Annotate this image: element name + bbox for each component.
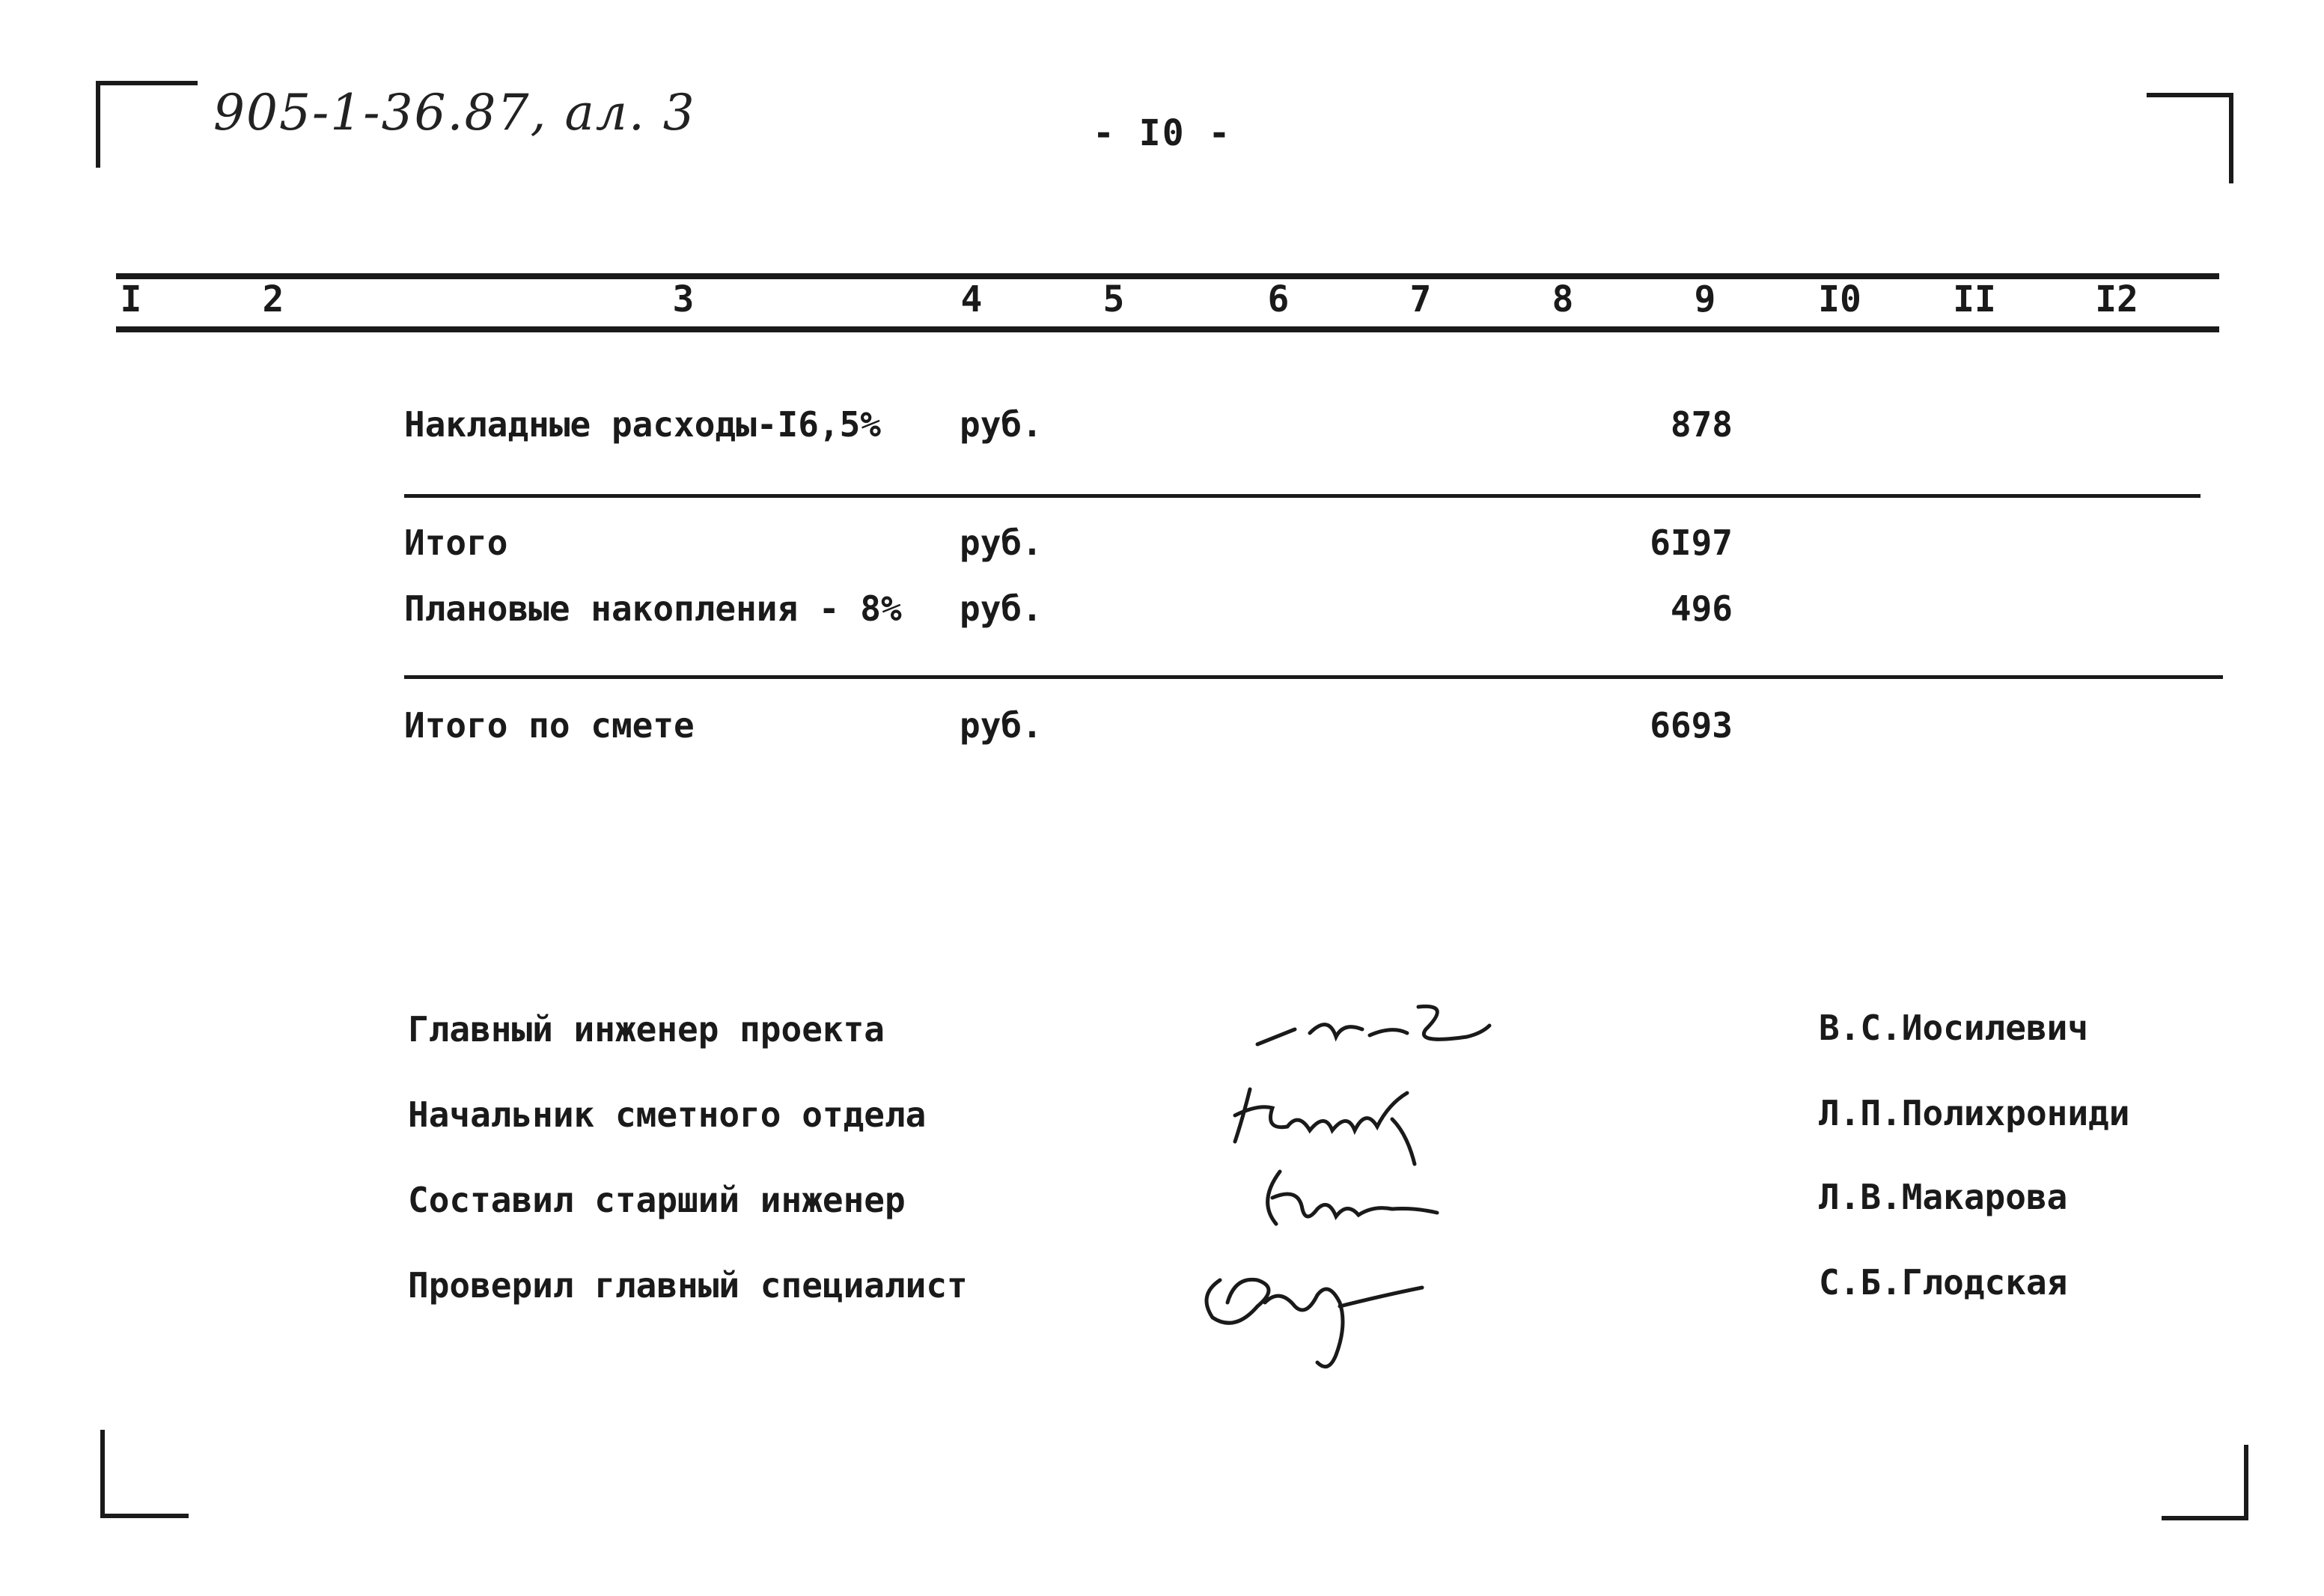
handwritten-signature [1168, 992, 1512, 1067]
signatory-title: Начальник сметного отдела [408, 1094, 927, 1135]
row-unit-estimate-total: руб. [960, 705, 1043, 746]
column-number: I [120, 278, 142, 320]
header-bottom-rule [116, 326, 2219, 332]
row-unit-planned-savings: руб. [960, 588, 1043, 629]
signatory-name: В.С.Иосилевич [1819, 1008, 2089, 1048]
row-label-planned-savings: Плановые накопления - 8% [404, 588, 902, 629]
signatory-name: С.Б.Глодская [1819, 1262, 2068, 1303]
signatory-name: Л.П.Полихрониди [1819, 1093, 2130, 1133]
column-number: 5 [1102, 278, 1125, 320]
row-unit-overhead: руб. [960, 404, 1043, 445]
header-top-rule [116, 273, 2219, 279]
total-rule [404, 675, 2223, 679]
column-number: 8 [1552, 278, 1574, 320]
signatory-title: Главный инженер проекта [408, 1009, 885, 1050]
column-number: 7 [1409, 278, 1432, 320]
row-label-overhead: Накладные расходы-I6,5% [404, 404, 881, 445]
column-number: I0 [1818, 278, 1861, 320]
corner-bottom-right [2162, 1445, 2248, 1520]
column-number: 9 [1694, 278, 1716, 320]
handwritten-signature [1168, 1059, 1512, 1172]
column-number: 3 [672, 278, 695, 320]
column-number: I2 [2095, 278, 2138, 320]
handwritten-signature [1168, 1235, 1512, 1377]
signatory-name: Л.В.Макарова [1819, 1177, 2068, 1217]
row-unit-subtotal: руб. [960, 523, 1043, 563]
subtotal-rule [404, 494, 2201, 498]
column-number: 4 [960, 278, 983, 320]
row-value-planned-savings: 496 [1670, 588, 1733, 629]
column-number: 6 [1267, 278, 1290, 320]
document-code: 905-1-36.87, ал. 3 [213, 84, 696, 141]
corner-bottom-left [100, 1430, 189, 1518]
corner-top-left [96, 81, 198, 168]
signatory-title: Составил старший инженер [408, 1180, 906, 1220]
row-value-subtotal: 6I97 [1650, 523, 1733, 563]
page-number: - I0 - [1093, 112, 1232, 154]
row-label-subtotal: Итого [404, 523, 508, 563]
row-value-estimate-total: 6693 [1650, 705, 1733, 746]
row-value-overhead: 878 [1670, 404, 1733, 445]
signatory-title: Проверил главный специалист [408, 1265, 968, 1306]
column-number: II [1953, 278, 1996, 320]
row-label-estimate-total: Итого по смете [404, 705, 695, 746]
column-number: 2 [262, 278, 284, 320]
corner-top-right [2147, 93, 2233, 183]
handwritten-signature [1168, 1157, 1512, 1239]
